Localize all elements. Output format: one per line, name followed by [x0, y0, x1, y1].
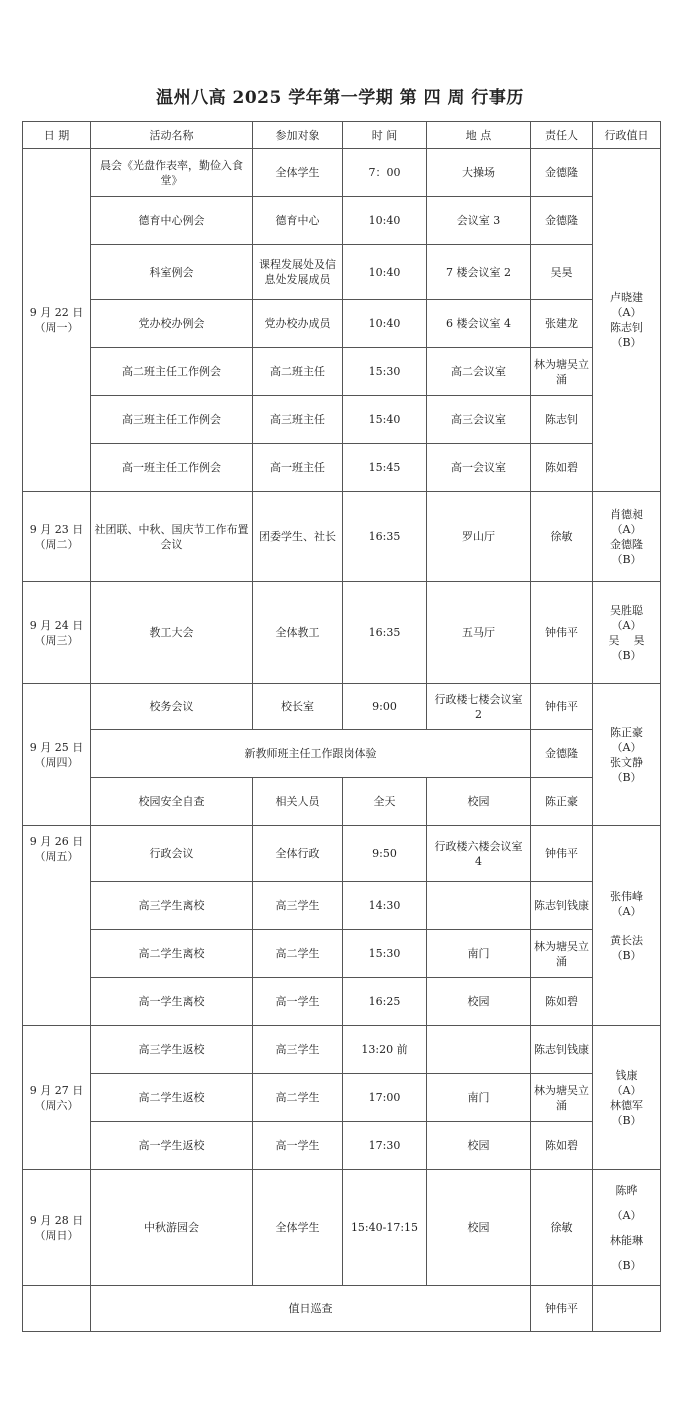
time-cell: 全天: [343, 778, 427, 826]
participants-cell: 高一学生: [253, 978, 343, 1026]
date-text: 9 月 24 日: [29, 618, 84, 632]
participants-cell: 高二学生: [253, 1074, 343, 1122]
duty-tag-b: （B）: [611, 1258, 642, 1272]
participants-cell: 全体学生: [253, 149, 343, 197]
duty-name-b: 吴 昊: [608, 633, 645, 647]
activity-cell: 晨会《光盘作表率，勤俭入食堂》: [91, 149, 253, 197]
time-cell: 9:00: [343, 684, 427, 730]
duty-name-a: 陈正豪: [610, 725, 643, 739]
time-cell: 17:00: [343, 1074, 427, 1122]
header-location: 地 点: [427, 122, 531, 149]
table-row: [23, 1026, 661, 1074]
location-cell: 校园: [427, 978, 531, 1026]
duty-tag-b: （B）: [611, 1113, 642, 1127]
duty-cell: [593, 1170, 661, 1286]
responsible-cell: 金德隆: [531, 730, 593, 778]
footer-responsible-cell: 钟伟平: [531, 1286, 593, 1332]
date-text: 9 月 23 日: [29, 522, 84, 536]
responsible-cell: 陈如碧: [531, 444, 593, 492]
duty-tag-b: （B）: [611, 648, 642, 662]
location-cell: 大操场: [427, 149, 531, 197]
table-row: [23, 1170, 661, 1286]
activity-cell: 高三班主任工作例会: [91, 396, 253, 444]
date-cell: [23, 684, 91, 826]
participants-cell: 全体学生: [253, 1170, 343, 1286]
activity-cell: 高二学生离校: [91, 930, 253, 978]
duty-name-b: 林德军: [610, 1098, 643, 1112]
time-cell: 9:50: [343, 826, 427, 882]
header-date: 日 期: [23, 122, 91, 149]
activity-cell: 校务会议: [91, 684, 253, 730]
table-row: [23, 396, 661, 444]
activity-cell: 中秋游园会: [91, 1170, 253, 1286]
participants-cell: 课程发展处及信息处发展成员: [253, 245, 343, 300]
duty-name-a: 吴胜聪: [610, 603, 643, 617]
activity-cell: 教工大会: [91, 582, 253, 684]
responsible-cell: 陈如碧: [531, 1122, 593, 1170]
responsible-cell: 钟伟平: [531, 826, 593, 882]
time-cell: 10:40: [343, 245, 427, 300]
duty-cell: [593, 1026, 661, 1170]
time-cell: 10:40: [343, 300, 427, 348]
location-cell: 罗山厅: [427, 492, 531, 582]
activity-cell: 行政会议: [91, 826, 253, 882]
duty-tag-a: （A）: [611, 1208, 642, 1222]
duty-tag-a: （A）: [611, 1083, 642, 1097]
participants-cell: 高一班主任: [253, 444, 343, 492]
duty-name-b: 张文静: [610, 755, 643, 769]
responsible-cell: 金德隆: [531, 149, 593, 197]
participants-cell: 德育中心: [253, 197, 343, 245]
header-responsible: 责任人: [531, 122, 593, 149]
date-cell: [23, 149, 91, 492]
participants-cell: 高二学生: [253, 930, 343, 978]
location-cell: 高一会议室: [427, 444, 531, 492]
table-row: [23, 930, 661, 978]
activity-cell: 高一学生离校: [91, 978, 253, 1026]
duty-cell: [593, 492, 661, 582]
duty-tag-a: （A）: [611, 904, 642, 918]
header-duty: 行政值日: [593, 122, 661, 149]
date-text: 9 月 27 日: [29, 1083, 84, 1097]
participants-cell: 高三班主任: [253, 396, 343, 444]
responsible-cell: 钟伟平: [531, 582, 593, 684]
date-text: 9 月 22 日: [29, 306, 84, 319]
table-row: [23, 978, 661, 1026]
table-row: [23, 149, 661, 197]
time-cell: 16:35: [343, 492, 427, 582]
table-row: [23, 778, 661, 826]
duty-cell: [593, 684, 661, 826]
location-cell: 行政楼七楼会议室 2: [427, 684, 531, 730]
weekday-text: （周日）: [34, 1228, 79, 1242]
duty-tag-b: （B）: [611, 770, 642, 784]
time-cell: 17:30: [343, 1122, 427, 1170]
participants-cell: 高二班主任: [253, 348, 343, 396]
date-cell: [23, 1170, 91, 1286]
header-activity: 活动名称: [91, 122, 253, 149]
time-cell: 10:40: [343, 197, 427, 245]
weekday-text: （周六）: [34, 1098, 79, 1112]
activity-cell: 科室例会: [91, 245, 253, 300]
participants-cell: 全体教工: [253, 582, 343, 684]
location-cell: 6 楼会议室 4: [427, 300, 531, 348]
participants-cell: 校长室: [253, 684, 343, 730]
duty-name-b: 金德隆: [610, 537, 643, 551]
table-row: [23, 882, 661, 930]
participants-cell: 高三学生: [253, 882, 343, 930]
duty-name-b: 黄长法: [610, 933, 643, 947]
location-cell: 五马厅: [427, 582, 531, 684]
weekday-text: （周五）: [34, 850, 79, 863]
duty-name-a: 张伟峰: [610, 889, 643, 903]
duty-tag-a: （A）: [611, 306, 642, 319]
time-cell: 15:30: [343, 348, 427, 396]
duty-tag-a: （A）: [611, 740, 642, 754]
location-cell: 校园: [427, 778, 531, 826]
location-cell: [427, 882, 531, 930]
activity-cell: 高二班主任工作例会: [91, 348, 253, 396]
date-text: 9 月 26 日: [29, 835, 84, 848]
activity-cell: 社团联、中秋、国庆节工作布置会议: [91, 492, 253, 582]
responsible-cell: 陈如碧: [531, 978, 593, 1026]
responsible-cell: 陈志钊: [531, 396, 593, 444]
activity-cell: 高一学生返校: [91, 1122, 253, 1170]
responsible-cell: 林为塘吴立涌: [531, 1074, 593, 1122]
location-cell: 高三会议室: [427, 396, 531, 444]
participants-cell: 高三学生: [253, 1026, 343, 1074]
table-row: [23, 197, 661, 245]
table-row: [23, 684, 661, 730]
activity-cell: 德育中心例会: [91, 197, 253, 245]
date-cell: [23, 492, 91, 582]
responsible-cell: 林为塘吴立涌: [531, 930, 593, 978]
responsible-cell: 林为塘吴立涌: [531, 348, 593, 396]
activity-cell: 新教师班主任工作跟岗体验: [91, 730, 531, 778]
activity-cell: 高三学生离校: [91, 882, 253, 930]
date-text: 9 月 28 日: [29, 1213, 84, 1227]
location-cell: 南门: [427, 1074, 531, 1122]
table-row: [23, 245, 661, 300]
location-cell: [427, 1026, 531, 1074]
responsible-cell: 陈正豪: [531, 778, 593, 826]
location-cell: 南门: [427, 930, 531, 978]
responsible-cell: 吴昊: [531, 245, 593, 300]
participants-cell: 高一学生: [253, 1122, 343, 1170]
time-cell: 15:30: [343, 930, 427, 978]
duty-name-a: 肖德昶: [610, 507, 643, 521]
location-cell: 行政楼六楼会议室 4: [427, 826, 531, 882]
responsible-cell: 金德隆: [531, 197, 593, 245]
time-cell: 13:20 前: [343, 1026, 427, 1074]
weekday-text: （周二）: [34, 537, 79, 551]
page-title: 温州八高 2025 学年第一学期 第 四 周 行事历: [156, 88, 524, 108]
weekday-text: （周四）: [34, 755, 79, 769]
responsible-cell: 陈志钊钱康: [531, 882, 593, 930]
activity-cell: 高一班主任工作例会: [91, 444, 253, 492]
duty-tag-a: （A）: [611, 618, 642, 632]
time-cell: 15:40-17:15: [343, 1170, 427, 1286]
time-cell: 16:35: [343, 582, 427, 684]
weekday-text: （周一）: [34, 321, 79, 334]
responsible-cell: 徐敏: [531, 1170, 593, 1286]
table-row: [23, 1122, 661, 1170]
table-row: [23, 444, 661, 492]
activity-cell: 校园安全自查: [91, 778, 253, 826]
location-cell: 高二会议室: [427, 348, 531, 396]
duty-tag-b: （B）: [611, 336, 642, 349]
duty-cell: [593, 582, 661, 684]
footer-duty-cell: [593, 1286, 661, 1332]
participants-cell: 相关人员: [253, 778, 343, 826]
duty-tag-a: （A）: [611, 522, 642, 536]
responsible-cell: 张建龙: [531, 300, 593, 348]
location-cell: 7 楼会议室 2: [427, 245, 531, 300]
footer-date-cell: [23, 1286, 91, 1332]
time-cell: 16:25: [343, 978, 427, 1026]
table-row: [23, 492, 661, 582]
date-cell: [23, 582, 91, 684]
table-row: [23, 1074, 661, 1122]
duty-tag-b: （B）: [611, 552, 642, 566]
activity-cell: 高二学生返校: [91, 1074, 253, 1122]
responsible-cell: 钟伟平: [531, 684, 593, 730]
duty-name-a: 陈晔: [615, 1183, 638, 1197]
header-time: 时 间: [343, 122, 427, 149]
date-cell: [23, 826, 91, 1026]
responsible-cell: 陈志钊钱康: [531, 1026, 593, 1074]
duty-name-b: 林能琳: [610, 1233, 643, 1247]
participants-cell: 团委学生、社长: [253, 492, 343, 582]
time-cell: 15:45: [343, 444, 427, 492]
table-row: [23, 826, 661, 882]
duty-name-b: 陈志钊: [610, 321, 643, 334]
location-cell: 校园: [427, 1122, 531, 1170]
duty-name-a: 卢晓建: [610, 291, 643, 304]
calendar-table: [22, 121, 661, 1332]
location-cell: 校园: [427, 1170, 531, 1286]
duty-name-a: 钱康: [615, 1068, 638, 1082]
footer-activity-cell: 值日巡查: [91, 1286, 531, 1332]
table-row: [23, 582, 661, 684]
weekday-text: （周三）: [34, 633, 79, 647]
time-cell: 15:40: [343, 396, 427, 444]
table-row: [23, 300, 661, 348]
time-cell: 7：00: [343, 149, 427, 197]
date-cell: [23, 1026, 91, 1170]
activity-cell: 党办校办例会: [91, 300, 253, 348]
responsible-cell: 徐敏: [531, 492, 593, 582]
header-row: [23, 122, 661, 149]
location-cell: 会议室 3: [427, 197, 531, 245]
header-participants: 参加对象: [253, 122, 343, 149]
time-cell: 14:30: [343, 882, 427, 930]
participants-cell: 全体行政: [253, 826, 343, 882]
activity-cell: 高三学生返校: [91, 1026, 253, 1074]
duty-tag-b: （B）: [611, 948, 642, 962]
duty-cell: [593, 826, 661, 1026]
date-text: 9 月 25 日: [29, 740, 84, 754]
table-row: [23, 730, 661, 778]
table-row: [23, 348, 661, 396]
duty-cell: [593, 149, 661, 492]
participants-cell: 党办校办成员: [253, 300, 343, 348]
footer-row: [23, 1286, 661, 1332]
